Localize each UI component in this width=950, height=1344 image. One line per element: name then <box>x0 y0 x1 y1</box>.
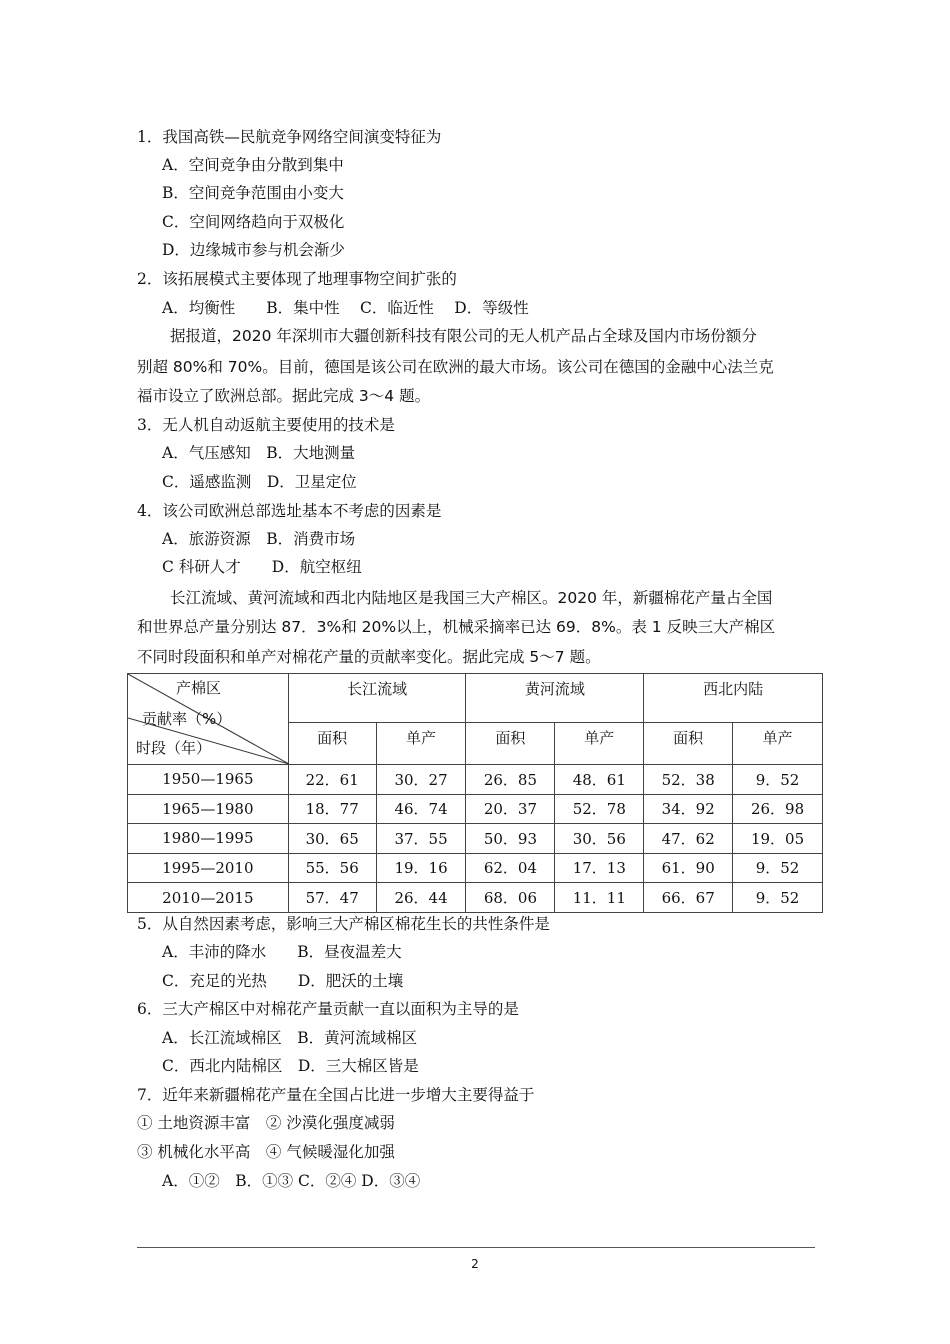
value-cell: 19．16 <box>376 853 466 883</box>
value-cell: 26．85 <box>466 765 555 795</box>
region-header: 长江流域 <box>288 674 466 723</box>
option: D．边缘城市参与机会渐少 <box>162 241 345 259</box>
value-cell: 19．05 <box>733 824 823 854</box>
sub-header: 单产 <box>733 722 823 764</box>
statement-line: ③ 机械化水平高 ④ 气候暖湿化加强 <box>137 1143 395 1161</box>
table-row <box>128 824 823 854</box>
period-cell: 1980—1995 <box>128 824 289 854</box>
option: A．①② B．①③ C．②④ D．③④ <box>162 1172 421 1190</box>
passage-line: 别超 80%和 70%。目前，德国是该公司在欧洲的最大市场。该公司在德国的金融中心法兰克 <box>137 358 774 376</box>
contribution-table <box>127 673 823 913</box>
passage-line: 据报道，2020 年深圳市大疆创新科技有限公司的无人机产品占全球及国内市场份额分 <box>170 327 757 345</box>
corner-rate-label: 贡献率（%） <box>142 710 232 728</box>
question-4: 4．该公司欧洲总部选址基本不考虑的因素是 <box>137 502 442 520</box>
sub-header: 单产 <box>555 722 644 764</box>
value-cell: 66．67 <box>644 883 733 913</box>
passage-line: 福市设立了欧洲总部。据此完成 3～4 题。 <box>137 387 431 405</box>
option: A．旅游资源 B．消费市场 <box>162 530 356 548</box>
sub-header: 面积 <box>466 722 555 764</box>
period-cell: 1950—1965 <box>128 765 289 795</box>
value-cell: 57．47 <box>288 883 376 913</box>
diagonal-header-cell <box>128 674 289 765</box>
option: C．充足的光热 D．肥沃的土壤 <box>162 972 404 990</box>
option: A．空间竞争由分散到集中 <box>162 156 344 174</box>
value-cell: 26．44 <box>376 883 466 913</box>
value-cell: 30．56 <box>555 824 644 854</box>
value-cell: 26．98 <box>733 794 823 824</box>
option: C．遥感监测 D．卫星定位 <box>162 473 357 491</box>
value-cell: 9．52 <box>733 853 823 883</box>
value-cell: 20．37 <box>466 794 555 824</box>
period-cell: 2010—2015 <box>128 883 289 913</box>
value-cell: 34．92 <box>644 794 733 824</box>
option: A．气压感知 B．大地测量 <box>162 444 356 462</box>
value-cell: 55．56 <box>288 853 376 883</box>
corner-region-label: 产棉区 <box>176 679 222 697</box>
option: A．长江流域棉区 B．黄河流域棉区 <box>162 1029 418 1047</box>
value-cell: 47．62 <box>644 824 733 854</box>
value-cell: 68．06 <box>466 883 555 913</box>
statement-line: ① 土地资源丰富 ② 沙漠化强度减弱 <box>137 1114 395 1132</box>
value-cell: 46．74 <box>376 794 466 824</box>
value-cell: 9．52 <box>733 765 823 795</box>
region-header: 西北内陆 <box>644 674 823 723</box>
value-cell: 52．78 <box>555 794 644 824</box>
table-row <box>128 794 823 824</box>
period-cell: 1965—1980 <box>128 794 289 824</box>
option: A．丰沛的降水 B．昼夜温差大 <box>162 943 402 961</box>
question-3: 3．无人机自动返航主要使用的技术是 <box>137 416 395 434</box>
value-cell: 17．13 <box>555 853 644 883</box>
table-row <box>128 883 823 913</box>
question-6: 6．三大产棉区中对棉花产量贡献一直以面积为主导的是 <box>137 1000 519 1018</box>
value-cell: 62．04 <box>466 853 555 883</box>
value-cell: 48．61 <box>555 765 644 795</box>
value-cell: 50．93 <box>466 824 555 854</box>
value-cell: 18．77 <box>288 794 376 824</box>
value-cell: 30．65 <box>288 824 376 854</box>
question-1: 1．我国高铁—民航竞争网络空间演变特征为 <box>137 128 442 146</box>
corner-period-label: 时段（年） <box>136 739 212 757</box>
footer-rule <box>137 1247 815 1248</box>
value-cell: 52．38 <box>644 765 733 795</box>
sub-header: 单产 <box>376 722 466 764</box>
value-cell: 37．55 <box>376 824 466 854</box>
region-header: 黄河流域 <box>466 674 644 723</box>
table-row <box>128 765 823 795</box>
question-2: 2．该拓展模式主要体现了地理事物空间扩张的 <box>137 270 457 288</box>
value-cell: 61．90 <box>644 853 733 883</box>
passage-line: 不同时段面积和单产对棉花产量的贡献率变化。据此完成 5～7 题。 <box>137 648 601 666</box>
table-row <box>128 853 823 883</box>
passage-line: 和世界总产量分别达 87．3%和 20%以上，机械采摘率已达 69．8%。表 1 反映三大产棉区 <box>137 618 776 636</box>
option: B．空间竞争范围由小变大 <box>162 184 344 202</box>
sub-header: 面积 <box>288 722 376 764</box>
sub-header: 面积 <box>644 722 733 764</box>
option: C．西北内陆棉区 D．三大棉区皆是 <box>162 1057 419 1075</box>
value-cell: 22．61 <box>288 765 376 795</box>
option: A．均衡性 B．集中性 C．临近性 D．等级性 <box>162 299 529 317</box>
passage-line: 长江流域、黄河流域和西北内陆地区是我国三大产棉区。2020 年，新疆棉花产量占全国 <box>170 589 773 607</box>
value-cell: 9．52 <box>733 883 823 913</box>
value-cell: 11．11 <box>555 883 644 913</box>
page-number: 2 <box>471 1257 479 1271</box>
period-cell: 1995—2010 <box>128 853 289 883</box>
question-5: 5．从自然因素考虑，影响三大产棉区棉花生长的共性条件是 <box>137 915 550 933</box>
question-7: 7．近年来新疆棉花产量在全国占比进一步增大主要得益于 <box>137 1086 535 1104</box>
option: C 科研人才 D．航空枢纽 <box>162 558 362 576</box>
value-cell: 30．27 <box>376 765 466 795</box>
option: C．空间网络趋向于双极化 <box>162 213 345 231</box>
